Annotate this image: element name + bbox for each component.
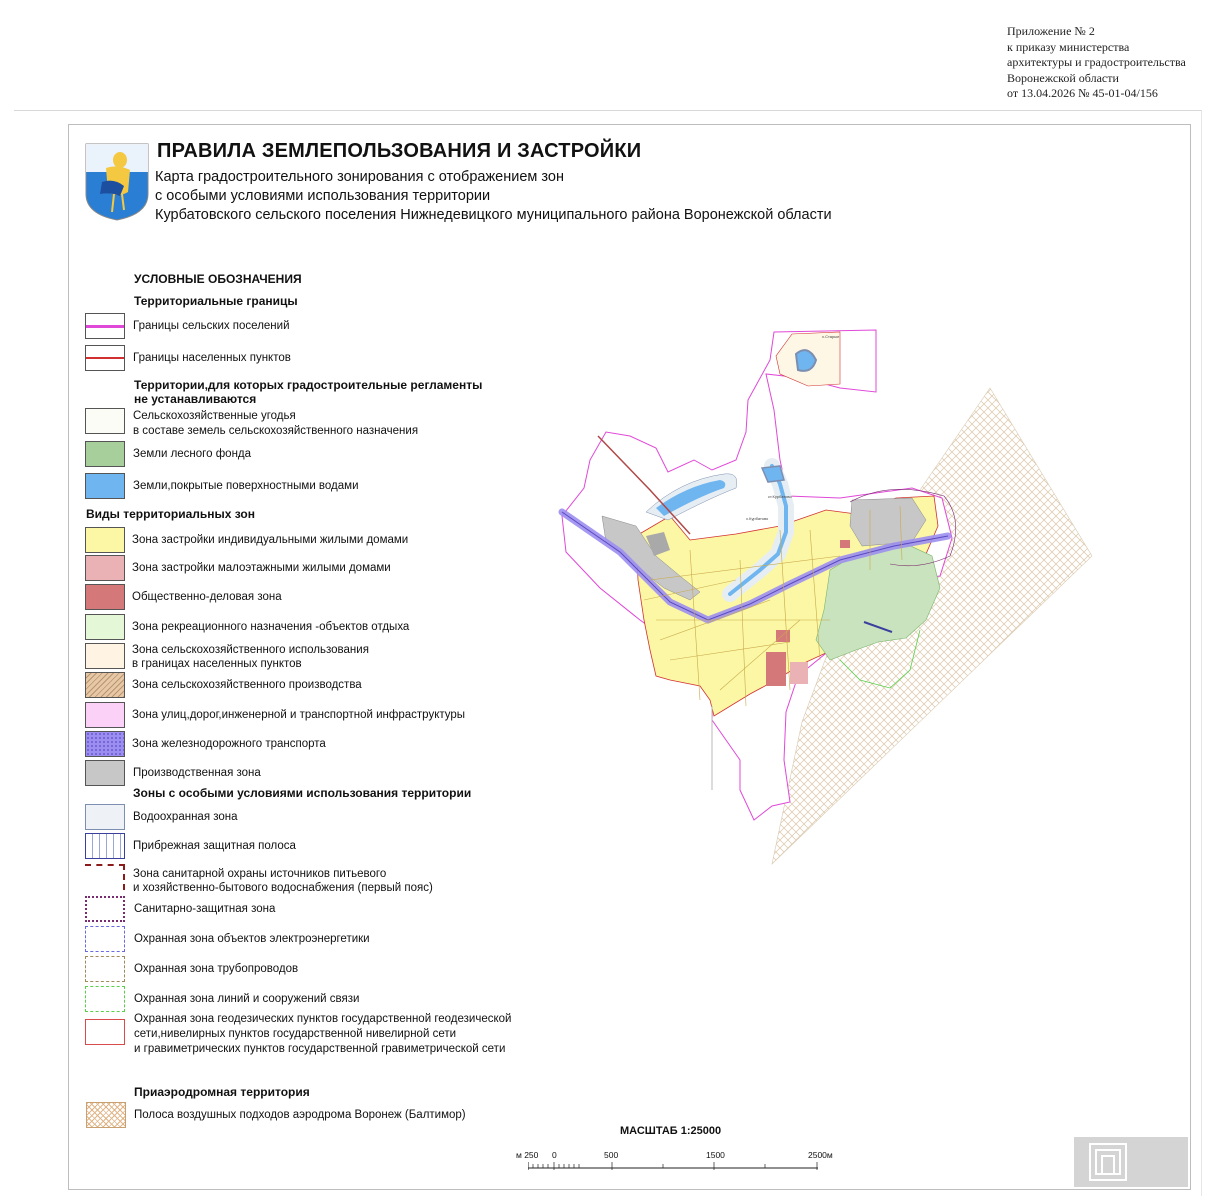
legend-label: в составе земель сельскохозяйственного назначения (133, 425, 419, 437)
page-title: ПРАВИЛА ЗЕМЛЕПОЛЬЗОВАНИЯ И ЗАСТРОЙКИ (157, 140, 642, 162)
legend-title: УСЛОВНЫЕ ОБОЗНАЧЕНИЯ (134, 272, 302, 286)
legend-swatch-coastal-strip (85, 833, 125, 859)
annex-line: к приказу министерства (1007, 39, 1130, 54)
legend-label: Охранная зона трубопроводов (134, 963, 299, 975)
public-business-block (840, 540, 850, 548)
logo-icon (1088, 1142, 1128, 1182)
legend-label: Зона сельскохозяйственного использования (132, 644, 369, 656)
legend-label: и гравиметрических пунктов государственной гравиметрической сети (134, 1043, 506, 1055)
annex-block (1007, 24, 1186, 102)
legend-label: и хозяйственно-бытового водоснабжения (первый пояс) (133, 882, 433, 894)
annex-line: архитектуры и градостроительства (1007, 55, 1186, 69)
legend-swatch-communication-protection (85, 986, 125, 1012)
legend-label: Сельскохозяйственные угодья (133, 410, 296, 422)
public-business-block (776, 630, 790, 642)
scale-label: 500 (604, 1150, 619, 1160)
map-label-village-east: ст.Курбатово (768, 494, 792, 499)
legend-swatch-airport-approach (86, 1102, 126, 1128)
annex-line: Приложение № 2 (1007, 24, 1095, 38)
legend-label: Земли,покрытые поверхностными водами (133, 480, 359, 492)
legend-label: Зона санитарной охраны источников питьевого (133, 868, 387, 880)
legend-label: Земли лесного фонда (133, 448, 252, 460)
scale-label: м 250 (516, 1150, 539, 1160)
annex-line: Воронежской области (1007, 70, 1119, 85)
legend-label: Водоохранная зона (133, 811, 238, 823)
legend-label: Санитарно-защитная зона (134, 903, 276, 915)
legend-section-zones: Виды территориальных зон (86, 507, 256, 521)
legend-swatch-power-protection (85, 926, 125, 952)
annex-line: от 13.04.2026 № 45-01-04/156 (1007, 86, 1158, 100)
legend-section-airport: Приаэродромная территория (134, 1085, 310, 1099)
legend-swatch-pipeline-protection (85, 956, 125, 982)
map-label-village-north: х.Старые (822, 334, 840, 339)
legend-swatch-agri-production (85, 672, 125, 698)
legend-label: Прибрежная защитная полоса (133, 840, 296, 852)
legend-swatch-agri-land (85, 408, 125, 434)
legend-swatch-forest (85, 441, 125, 467)
subtitle-line: Карта градостроительного зонирования с отображением зон (155, 169, 564, 185)
scale-bar (528, 1160, 828, 1172)
scale-title: МАСШТАБ 1:25000 (620, 1125, 722, 1137)
legend-label: Зона рекреационного назначения -объектов отдыха (132, 621, 410, 633)
legend-label: Границы населенных пунктов (133, 352, 291, 364)
legend-swatch-settlement-border (85, 313, 125, 339)
legend-section-borders: Территориальные границы (134, 294, 298, 308)
legend-swatch-locality-border (85, 345, 125, 371)
scale-label: 2500м (808, 1150, 833, 1160)
lowrise-housing-block (790, 662, 808, 684)
legend-label: в границах населенных пунктов (132, 658, 302, 670)
legend-label: Общественно-деловая зона (132, 591, 282, 603)
legend-label: Зона железнодорожного транспорта (132, 738, 326, 750)
legend-swatch-water-protection (85, 804, 125, 830)
legend-swatch-railway (85, 731, 125, 757)
subtitle-line: с особыми условиями использования территории (155, 188, 491, 204)
legend-label: Зона застройки малоэтажными жилыми домами (132, 562, 391, 574)
public-business-block (766, 652, 786, 686)
legend-section-special: Зоны с особыми условиями использования территории (133, 786, 472, 800)
legend-swatch-individual-housing (85, 527, 125, 553)
legend-label: Зона сельскохозяйственного производства (132, 679, 362, 691)
scale-label: 1500 (706, 1150, 725, 1160)
legend-swatch-sanitary-water (85, 864, 125, 890)
legend-label: Охранная зона геодезических пунктов государственной геодезической (134, 1013, 512, 1025)
legend-swatch-public-business (85, 584, 125, 610)
subtitle-line: Курбатовского сельского поселения Нижнедевицкого муниципального района Воронежской области (155, 207, 832, 223)
legend-label: Зона улиц,дорог,инженерной и транспортной инфраструктуры (132, 709, 466, 721)
legend-label: Охранная зона линий и сооружений связи (134, 993, 360, 1005)
legend-label: сети,нивелирных пунктов государственной нивелирной сети (134, 1028, 457, 1040)
zoning-map (540, 320, 1100, 880)
legend-label: Зона застройки индивидуальными жилыми домами (132, 534, 409, 546)
legend-swatch-geodetic-protection (85, 1019, 125, 1045)
legend-swatch-sanitary-protection (85, 896, 125, 922)
page-subtitle (155, 168, 832, 225)
legend-section-noreg: Территории,для которых градостроительные регламенты (134, 378, 483, 392)
legend-label: Полоса воздушных подходов аэродрома Воронеж (Балтимор) (134, 1109, 466, 1121)
legend-swatch-roads (85, 702, 125, 728)
legend-label: Охранная зона объектов электроэнергетики (134, 933, 370, 945)
organization-logo (1074, 1137, 1188, 1187)
legend-label: Производственная зона (133, 767, 261, 779)
legend-swatch-water (85, 473, 125, 499)
scale-label: 0 (552, 1150, 557, 1160)
legend-label: Границы сельских поселений (133, 320, 290, 332)
legend-swatch-recreation (85, 614, 125, 640)
legend-swatch-agri-use (85, 643, 125, 669)
coat-of-arms-icon (84, 142, 150, 222)
legend-swatch-lowrise-housing (85, 555, 125, 581)
legend-swatch-industrial (85, 760, 125, 786)
legend-section-noreg: не устанавливаются (134, 392, 257, 406)
map-label-village-main: х.Курбатово (746, 516, 769, 521)
